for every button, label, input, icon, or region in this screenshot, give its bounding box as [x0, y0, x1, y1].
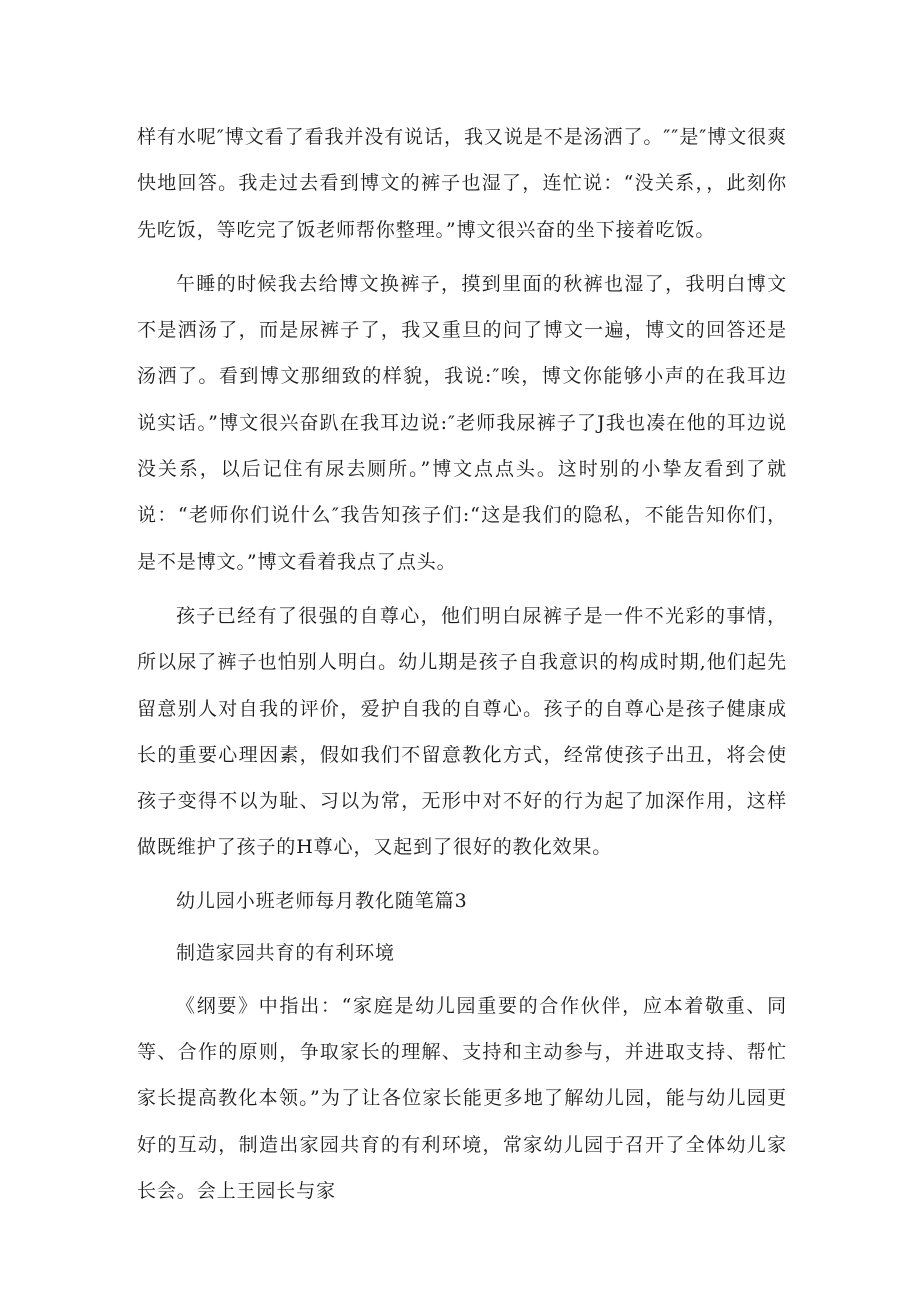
section-subtitle: 制造家园共育的有利环境 [176, 941, 395, 964]
paragraph-3: 孩子已经有了很强的自尊心，他们明白尿裤子是一件不光彩的事情，所以尿了裤子也怕别人明白。幼儿期是孩子自我意识的构成时期,他们起先留意别人对自我的评价，爱护自我的自尊心。孩子的自尊心是孩子健康成长的重要心理因素，假如我们不留意教化方式，经常使孩子出丑，将会使孩子变得不以为耻、习以为常，无形中对不好的行为起了加深作用，这样做既维护了孩子的H尊心，又起到了很好的教化效果。 [137, 604, 787, 859]
document-body [137, 114, 787, 1214]
paragraph-1: 样有水呢″博文看了看我并没有说话，我又说是不是汤洒了。″″是″博文很爽快地回答。我走过去看到博文的裤子也湿了，连忙说：“没关系，，此刻你先吃饭，等吃完了饭老师帮你整理。”博文很兴奋的坐下接着吃饭。 [137, 126, 787, 241]
section-title: 幼儿园小班老师每月教化随笔篇3 [176, 889, 468, 912]
paragraph-2: 午睡的时候我去给博文换裤子，摸到里面的秋裤也湿了，我明白博文不是洒汤了，而是尿裤子了，我又重旦的问了博文一遍，博文的回答还是汤洒了。看到博文那细致的样貌，我说:″唉，博文你能够小声的在我耳边说实话。”博文很兴奋趴在我耳边说:″老师我尿裤子了J我也凑在他的耳边说没关系，以后记住有尿去厕所。”博文点点头。这时别的小挚友看到了就说：“老师你们说什么″我告知孩子们:“这是我们的隐私，不能告知你们，是不是博文。”博文看着我点了点头。 [137, 272, 787, 573]
paragraph-4: 《纲要》中指出：“家庭是幼儿园重要的合作伙伴，应本着敬重、同等、合作的原则，争取家长的理解、支持和主动参与，并进取支持、帮忙家长提高教化本领。”为了让各位家长能更多地了解幼儿园，能与幼儿园更好的互动，制造出家园共育的有利环境，常家幼儿园于召开了全体幼儿家长会。会上王园长与家 [137, 994, 787, 1202]
